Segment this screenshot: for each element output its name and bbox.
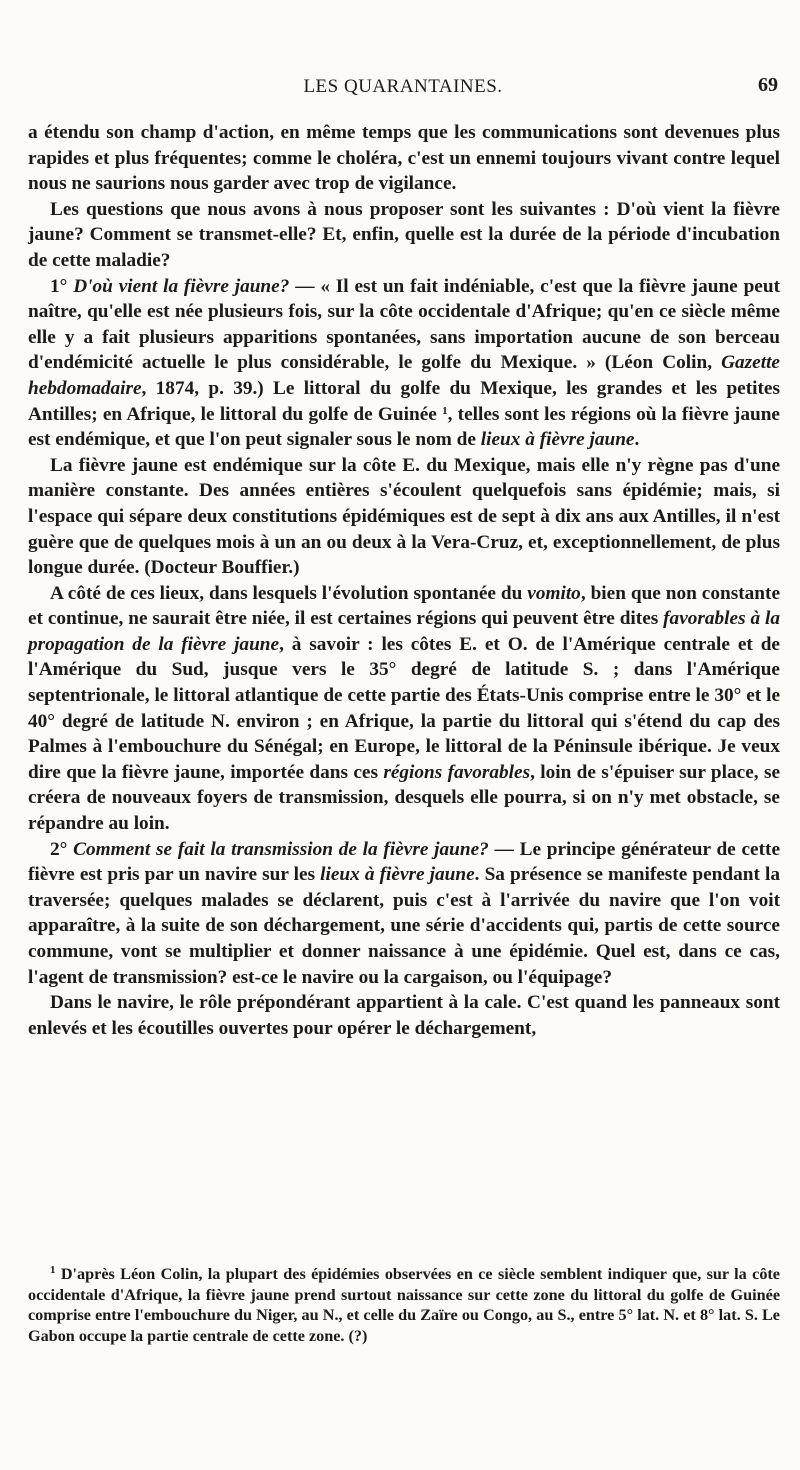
footnote — [28, 1264, 780, 1346]
footnotes — [28, 1264, 780, 1346]
text-segment: , à savoir : les côtes E. et O. de l'Amérique centrale et de l'Amérique du Sud, jusque vers le 35° degré de latitude S. ; dans l'Amérique septentrionale, le littoral atlantique de cette partie des États-Unis comprise entre le 30° et le 40° degré de latitude N. environ ; en Afrique, la partie du littoral qui s'étend du cap des Palmes à l'embouchure du Sénégal; en Europe, le littoral de la Péninsule ibérique. Je veux dire que la fièvre jaune, importée dans ces — [28, 633, 780, 783]
italic-text: Gazette hebdomadaire — [28, 352, 780, 399]
italic-text: régions favorables — [383, 761, 531, 783]
running-title: LES QUARANTAINES. — [303, 76, 503, 97]
italic-text: favorables à la propagation de la fièvre jaune — [28, 608, 780, 655]
text-segment: 1° — [50, 275, 74, 297]
text-segment: A côté de ces lieux, dans lesquels l'évolution spontanée du — [50, 582, 528, 604]
body-text — [28, 120, 780, 1041]
text-segment: , telles sont les régions où la fièvre jaune est endémique, et que l'on peut signaler sous le nom de — [28, 403, 780, 451]
text-segment: 2° — [50, 838, 74, 860]
page-header — [28, 74, 778, 106]
italic-text: lieux à fièvre jaune — [320, 864, 475, 886]
paragraph — [28, 120, 780, 197]
text-segment: , 1874, p. 39.) Le littoral du golfe du Mexique, les grandes et les petites Antilles; en Afrique, le littoral du golfe de Guinée — [28, 377, 780, 425]
text-segment: . Sa présence se manifeste pendant la traversée; quelques malades se déclarent, puis c'est à l'arrivée du navire que l'on voit apparaître, à la suite de son déchargement, une série d'accidents qui, partis de cette source commune, vont se multiplier et donner naissance à une épidémie. Quel est, dans ce cas, l'agent de transmission? est-ce le navire ou la cargaison, ou l'équipage? — [28, 864, 780, 988]
text-segment: D'après Léon Colin, la plupart des épidémies observées en ce siècle semblent indiquer que, sur la côte occidentale d'Afrique, la fièvre jaune prend surtout naissance sur cette zone du littoral du golfe de Guinée comprise entre l'embouchure du Niger, au N., et celle du Zaïre ou Congo, au S., entre 5° lat. N. et 8° lat. S. Le Gabon occupe la partie centrale de cette zone. (?) — [28, 1265, 780, 1345]
text-segment: . — [634, 429, 640, 451]
footnote-marker: 1 — [442, 404, 448, 417]
paragraph — [28, 197, 780, 274]
italic-text: vomito — [527, 582, 581, 604]
text-segment: La fièvre jaune est endémique sur la côte E. du Mexique, mais elle n'y règne pas d'une manière constante. Des années entières s'écoulent quelquefois sans épidémie; mais, si l'espace qui sépare deux constitutions épidémiques est de sept à dix ans aux Antilles, il n'est guère que de quelques mois à un an ou deux à la Vera-Cruz, et, exceptionnellement, de plus longue durée. (Docteur Bouffier.) — [28, 454, 780, 579]
text-segment: — Le principe générateur de cette fièvre est pris par un navire sur les — [28, 838, 781, 886]
paragraph — [28, 274, 780, 453]
text-segment: Dans le navire, le rôle prépondérant appartient à la cale. C'est quand les panneaux sont enlevés et les écoutilles ouvertes pour opérer le déchargement, — [28, 992, 780, 1039]
italic-text: D'où vient la fièvre jaune? — [73, 275, 290, 297]
paragraph — [28, 837, 780, 991]
page-number: 69 — [758, 74, 778, 96]
text-segment: a étendu son champ d'action, en même temps que les communications sont devenues plus rapides et plus fréquentes; comme le choléra, c'est un ennemi toujours vivant contre lequel nous ne saurions nous garder avec trop de vigilance. — [28, 122, 780, 195]
text-segment: — « Il est un fait indéniable, c'est que la fièvre jaune peut naître, qu'elle est née plusieurs fois, sur la côte occidentale d'Afrique; qu'en ce siècle même elle y a fait plusieurs apparitions spontanées, sans importation aucune de son berceau d'endémicité actuelle le plus considérable, le golfe du Mexique. » (Léon Colin, — [28, 275, 781, 374]
text-segment: , bien que non constante et continue, ne saurait être niée, il est certaines régions qui peuvent être dites — [28, 582, 781, 630]
paragraph — [28, 453, 780, 581]
italic-text: lieux à fièvre jaune — [480, 429, 635, 451]
paragraph — [28, 581, 780, 837]
text-segment: Les questions que nous avons à nous proposer sont les suivantes : D'où vient la fièvre jaune? Comment se transmet-elle? Et, enfin, quelle est la durée de la période d'incubation de cette maladie? — [28, 198, 780, 271]
text-segment: , loin de s'épuiser sur place, se créera de nouveaux foyers de transmission, desquels elle pourra, si on n'y met obstacle, se répandre au loin. — [28, 761, 780, 835]
paragraph — [28, 990, 780, 1041]
italic-text: Comment se fait la transmission de la fièvre jaune? — [73, 838, 489, 860]
footnote-marker: 1 — [50, 1264, 56, 1276]
